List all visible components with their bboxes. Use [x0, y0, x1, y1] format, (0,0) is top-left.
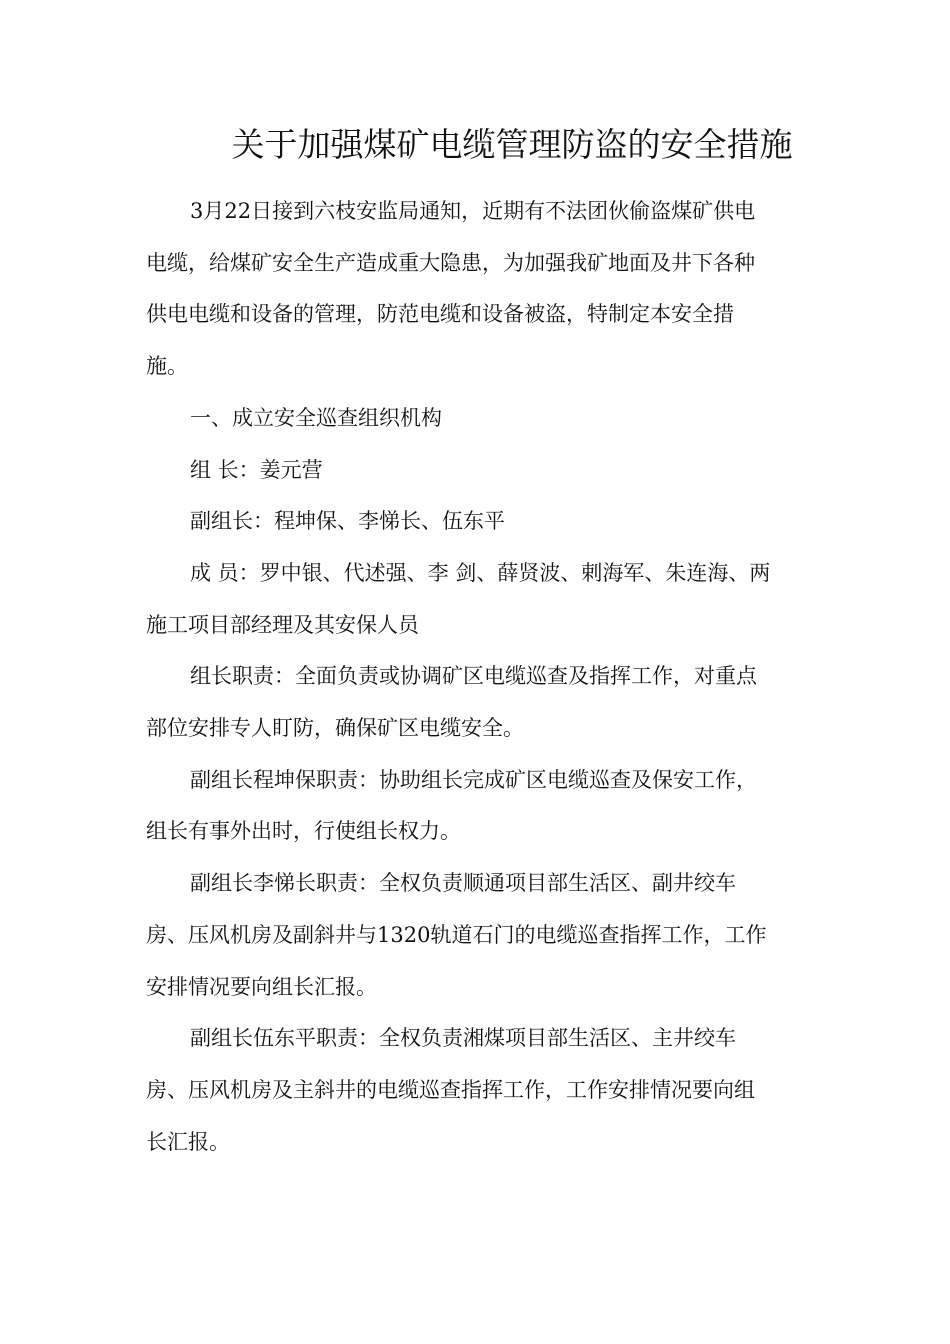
body-line: 副组长伍东平职责：全权负责湘煤项目部生活区、主井绞车 [190, 1026, 736, 1051]
body-line: 副组长李悌长职责：全权负责顺通项目部生活区、副井绞车 [190, 871, 736, 896]
body-line: 电缆，给煤矿安全生产造成重大隐患，为加强我矿地面及井下各种 [146, 250, 755, 275]
body-line: 副组长：程坤保、李悌长、伍东平 [190, 509, 505, 534]
document-body [146, 186, 814, 1168]
document-title: 关于加强煤矿电缆管理防盗的安全措施 [231, 125, 793, 164]
body-line: 3月22日接到六枝安监局通知，近期有不法团伙偷盗煤矿供电 [190, 199, 756, 223]
body-line: 供电电缆和设备的管理，防范电缆和设备被盗，特制定本安全措 [146, 302, 734, 327]
body-line: 房、压风机房及副斜井与1320轨道石门的电缆巡查指挥工作，工作 [146, 922, 767, 947]
body-line: 安排情况要向组长汇报。 [146, 974, 377, 999]
body-line: 组 长：姜元营 [190, 457, 323, 482]
body-line: 房、压风机房及主斜井的电缆巡查指挥工作，工作安排情况要向组 [146, 1077, 755, 1102]
section-heading: 一、成立安全巡查组织机构 [190, 405, 442, 430]
body-line: 组长职责：全面负责或协调矿区电缆巡查及指挥工作，对重点 [190, 664, 757, 689]
body-line: 部位安排专人盯防，确保矿区电缆安全。 [146, 716, 524, 741]
body-line: 长汇报。 [146, 1129, 230, 1154]
body-line: 成 员：罗中银、代述强、李 剑、薛贤波、剌海军、朱连海、两 [190, 560, 771, 585]
body-line: 施工项目部经理及其安保人员 [146, 612, 419, 637]
body-line: 组长有事外出时，行使组长权力。 [146, 819, 461, 844]
body-line: 施。 [146, 354, 188, 379]
body-line: 副组长程坤保职责：协助组长完成矿区电缆巡查及保安工作， [190, 767, 757, 792]
